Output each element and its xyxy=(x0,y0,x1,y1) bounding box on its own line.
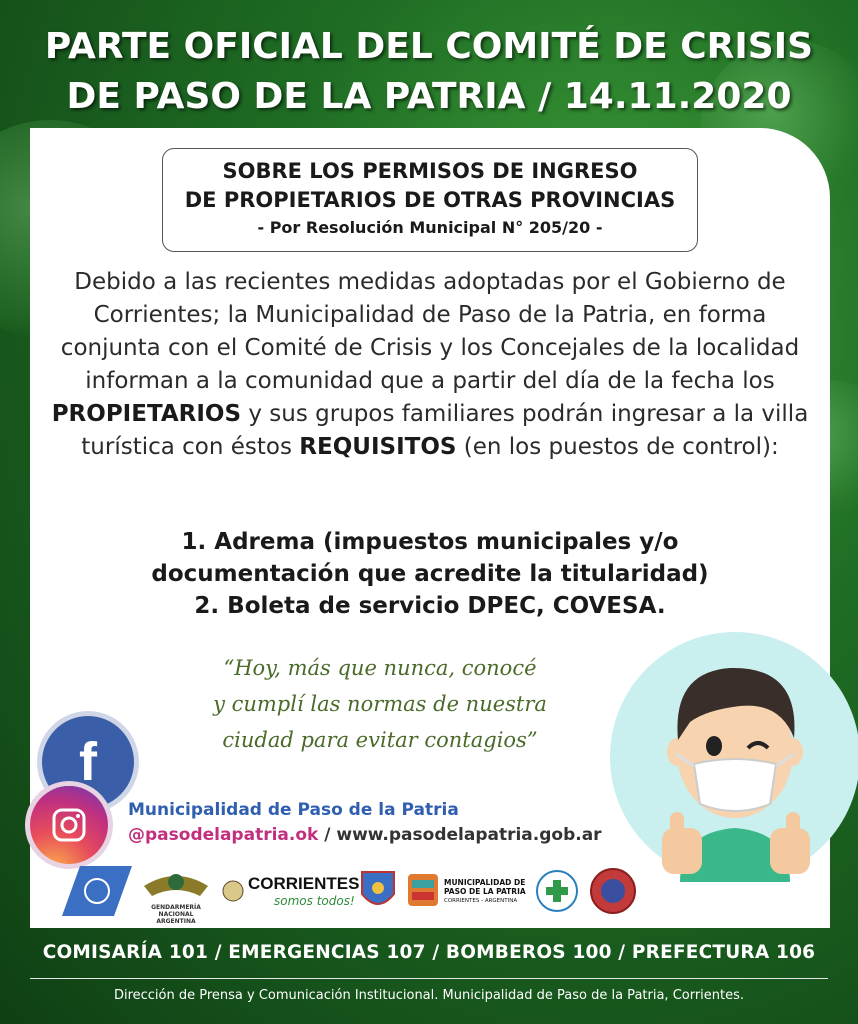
boy-with-mask-emoji xyxy=(610,632,858,882)
logos-row xyxy=(62,866,642,925)
corrientes-tag: somos todos! xyxy=(274,894,355,908)
hospital-logo xyxy=(534,866,580,916)
announcement-part-3: (en los puestos de control): xyxy=(456,434,779,460)
website-link[interactable]: www.pasodelapatria.gob.ar xyxy=(336,825,602,845)
gendarmeria-text: GENDARMERÍA NACIONAL ARGENTINA xyxy=(151,904,201,925)
link-separator: / xyxy=(318,825,337,845)
quote-line-3: ciudad para evitar contagios” xyxy=(222,728,538,752)
muni-text-logo xyxy=(444,866,530,916)
emoji-circle xyxy=(610,632,858,882)
muni-text-1: MUNICIPALIDAD DE xyxy=(444,878,526,887)
announcement-part-2: y sus grupos familiares podrán ingresar a la villa turística con éstos xyxy=(81,401,809,460)
requirement-line: 1. Adrema (impuestos municipales y/o xyxy=(181,529,679,555)
subject-line-1 xyxy=(163,157,697,186)
instagram-icon[interactable] xyxy=(30,786,108,864)
municipality-name: Municipalidad de Paso de la Patria xyxy=(128,800,459,820)
social-links xyxy=(128,825,602,845)
quote-line-2: y cumplí las normas de nuestra xyxy=(213,692,547,716)
facebook-icon[interactable]: f xyxy=(42,716,134,808)
subject-line-1-prefix: SOBRE LOS xyxy=(222,159,363,183)
announcement-part-1: Debido a las recientes medidas adoptadas por el Gobierno de Corrientes; la Municipalidad de Paso de la Patria, en forma conjunta con el Comité de Crisis y los Concejales de la localidad informan a la comunidad que a partir del día de la fecha los xyxy=(60,269,800,394)
paso-shield xyxy=(358,866,398,916)
title-line-1: PARTE OFICIAL DEL COMITÉ DE CRISIS xyxy=(44,26,814,67)
corrientes-shield xyxy=(222,866,244,916)
gendarmeria-logo xyxy=(140,866,212,925)
resolution-line: - Por Resolución Municipal N° 205/20 - xyxy=(257,218,603,237)
subject-box xyxy=(162,148,698,252)
announcement-bold-2: REQUISITOS xyxy=(299,434,457,460)
footer-divider xyxy=(30,978,828,979)
requirements-list xyxy=(80,526,780,622)
emergency-numbers: COMISARÍA 101 / EMERGENCIAS 107 / BOMBEROS 100 / PREFECTURA 106 xyxy=(42,942,816,963)
announcement-bold-1: PROPIETARIOS xyxy=(51,401,242,427)
quote-line-1: “Hoy, más que nunca, conocé xyxy=(223,656,537,680)
gendarmeria-emblem xyxy=(140,866,212,900)
instagram-handle[interactable]: @pasodelapatria.ok xyxy=(128,825,319,845)
subject-line-1-strong: PERMISOS DE INGRESO xyxy=(362,159,638,183)
muni-text-2: PASO DE LA PATRIA xyxy=(444,887,526,896)
requirement-line: 2. Boleta de servicio DPEC, COVESA. xyxy=(194,593,666,619)
corrientes-logo xyxy=(248,866,358,916)
corrientes-word: CORRIENTES xyxy=(248,874,360,893)
title-line-2: DE PASO DE LA PATRIA / 14.11.2020 xyxy=(66,76,792,117)
quote xyxy=(150,650,610,758)
subject-line-2: DE PROPIETARIOS DE OTRAS PROVINCIAS xyxy=(184,188,676,212)
muni-text-3: CORRIENTES - ARGENTINA xyxy=(444,898,518,904)
instagram-glyph xyxy=(30,786,108,864)
muni-emblem xyxy=(406,866,440,916)
page-title xyxy=(0,22,858,122)
requirement-line: documentación que acredite la titularidad) xyxy=(151,561,709,587)
announcement-text xyxy=(44,266,816,464)
footer-credit: Dirección de Prensa y Comunicación Institucional. Municipalidad de Paso de la Patria, Corrientes. xyxy=(113,988,745,1003)
prefectura-logo xyxy=(62,866,132,916)
